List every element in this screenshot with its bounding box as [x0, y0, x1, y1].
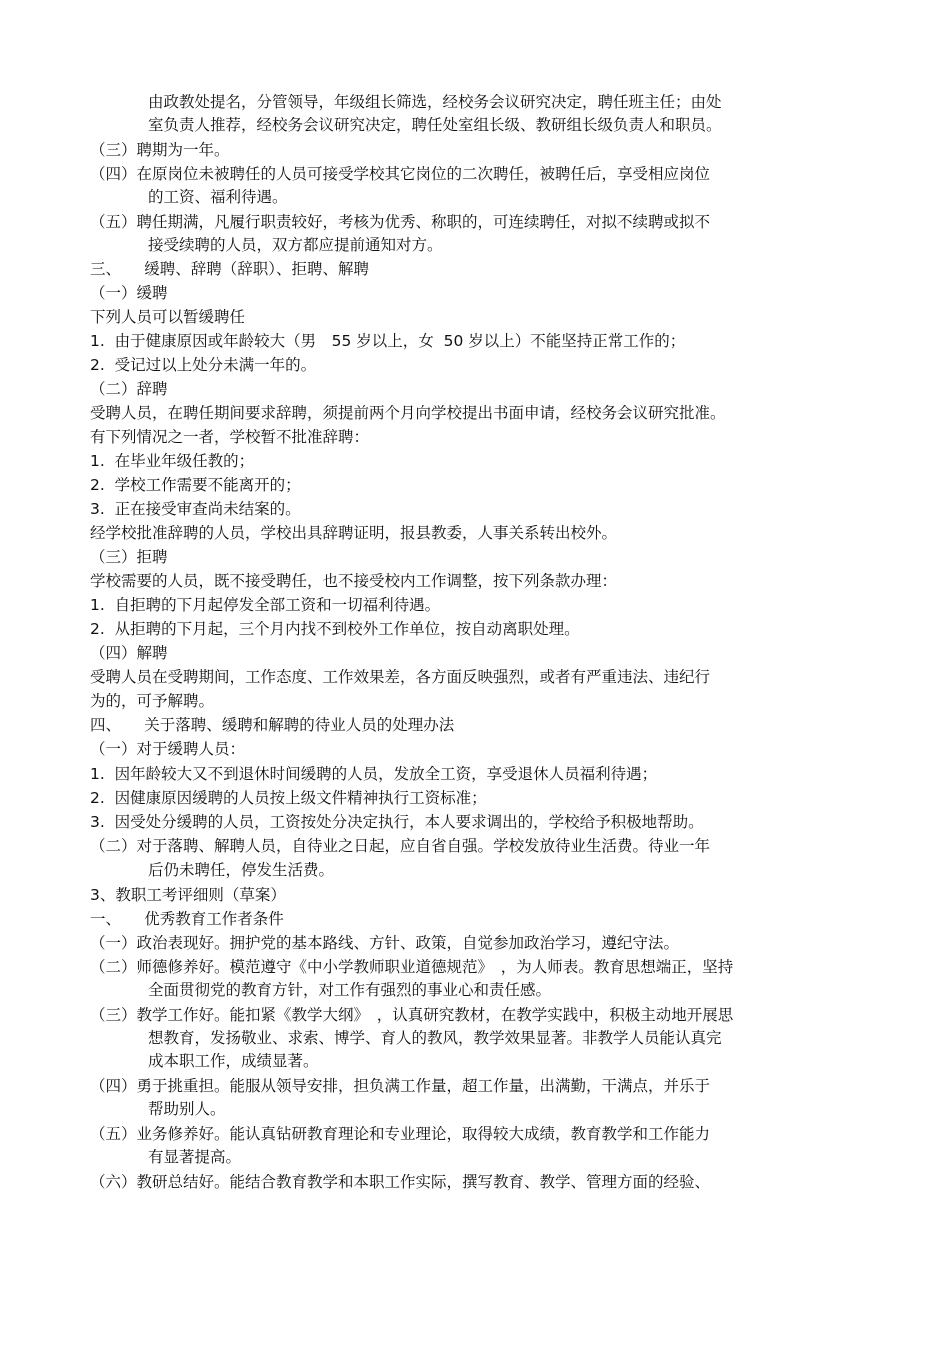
- text-line: （三）聘期为一年。: [90, 141, 230, 159]
- subsection-heading: （四）解聘: [90, 644, 168, 662]
- text-line: （四）在原岗位未被聘任的人员可接受学校其它岗位的二次聘任，被聘任后，享受相应岗位: [90, 165, 711, 183]
- text-line: 学校需要的人员，既不接受聘任，也不接受校内工作调整，按下列条款办理：: [90, 572, 618, 590]
- text-line: 有显著提高。: [148, 1148, 242, 1166]
- text-line: （三）教学工作好。能扣紧《教学大纲》 ，认真研究教材，在教学实践中，积极主动地开展思: [90, 1006, 734, 1024]
- text-line: （一）政治表现好。拥护党的基本路线、方针、政策，自觉参加政治学习，遵纪守法。: [90, 934, 680, 952]
- text-line: 由政教处提名，分管领导，年级组长筛选，经校务会议研究决定，聘任班主任；由处: [148, 93, 722, 111]
- subsection-heading: （二）辞聘: [90, 380, 168, 398]
- text-line: 成本职工作，成绩显著。: [148, 1052, 319, 1070]
- text-line: （五）业务修养好。能认真钻研教育理论和专业理论，取得较大成绩，教育教学和工作能力: [90, 1125, 711, 1143]
- text-line: 受聘人员，在聘任期间要求辞聘，须提前两个月向学校提出书面申请，经校务会议研究批准。: [90, 404, 726, 422]
- text-line: 后仍未聘任，停发生活费。: [148, 861, 335, 879]
- text-line: 室负责人推荐，经校务会议研究决定，聘任处室组长级、教研组长级负责人和职员。: [148, 116, 722, 134]
- text-line: 全面贯彻党的教育方针，对工作有强烈的事业心和责任感。: [148, 981, 552, 999]
- text-line: 经学校批准辞聘的人员，学校出具辞聘证明，报县教委，人事关系转出校外。: [90, 524, 618, 542]
- text-line: （五）聘任期满，凡履行职责较好，考核为优秀、称职的，可连续聘任，对拟不续聘或拟不: [90, 213, 711, 231]
- section-heading: 四、 关于落聘、缓聘和解聘的待业人员的处理办法: [90, 716, 455, 734]
- subsection-heading: （一）缓聘: [90, 284, 168, 302]
- text-line: （二）师德修养好。模范遵守《中小学教师职业道德规范》 ，为人师表。教育思想端正，坚持: [90, 958, 734, 976]
- text-line: 受聘人员在受聘期间，工作态度、工作效果差，各方面反映强烈，或者有严重违法、违纪行: [90, 668, 711, 686]
- list-item: 1. 因年龄较大又不到退休时间缓聘的人员，发放全工资，享受退休人员福利待遇；: [90, 765, 658, 783]
- text-line: 的工资、福利待遇。: [148, 188, 288, 206]
- subsection-heading: （一）对于缓聘人员：: [90, 740, 246, 758]
- list-item: 1. 在毕业年级任教的；: [90, 452, 255, 470]
- text-line: 想教育，发扬敬业、求索、博学、育人的教风，教学效果显著。非教学人员能认真完: [148, 1029, 722, 1047]
- text-line: （二）对于落聘、解聘人员，自待业之日起，应自省自强。学校发放待业生活费。待业一年: [90, 837, 711, 855]
- text-line: （四）勇于挑重担。能服从领导安排，担负满工作量，超工作量，出满勤，干满点，并乐于: [90, 1077, 711, 1095]
- list-item: 2. 学校工作需要不能离开的；: [90, 476, 301, 494]
- text-line: 下列人员可以暂缓聘任: [90, 308, 246, 326]
- list-item: 3. 正在接受审查尚未结案的。: [90, 500, 301, 518]
- text-line: 为的，可予解聘。: [90, 692, 215, 710]
- subsection-heading: （三）拒聘: [90, 548, 168, 566]
- text-line: 帮助别人。: [148, 1100, 226, 1118]
- list-item: 2. 受记过以上处分未满一年的。: [90, 356, 317, 374]
- text-line: 接受续聘的人员，双方都应提前通知对方。: [148, 236, 443, 254]
- list-item: 1. 由于健康原因或年龄较大（男 55 岁以上，女 50 岁以上）不能坚持正常工作的；: [90, 332, 686, 350]
- list-item: 2. 因健康原因缓聘的人员按上级文件精神执行工资标准；: [90, 789, 487, 807]
- text-line: 有下列情况之一者，学校暂不批准辞聘：: [90, 428, 370, 446]
- list-item: 2. 从拒聘的下月起，三个月内找不到校外工作单位，按自动离职处理。: [90, 620, 580, 638]
- text-line: （六）教研总结好。能结合教育教学和本职工作实际，撰写教育、教学、管理方面的经验、: [90, 1173, 711, 1191]
- section-heading: 3、教职工考评细则（草案）: [90, 886, 286, 904]
- section-heading: 三、 缓聘、辞聘（辞职）、拒聘、解聘: [90, 260, 370, 278]
- section-heading: 一、 优秀教育工作者条件: [90, 910, 284, 928]
- list-item: 3. 因受处分缓聘的人员，工资按处分决定执行，本人要求调出的，学校给予积极地帮助。: [90, 813, 704, 831]
- list-item: 1. 自拒聘的下月起停发全部工资和一切福利待遇。: [90, 596, 441, 614]
